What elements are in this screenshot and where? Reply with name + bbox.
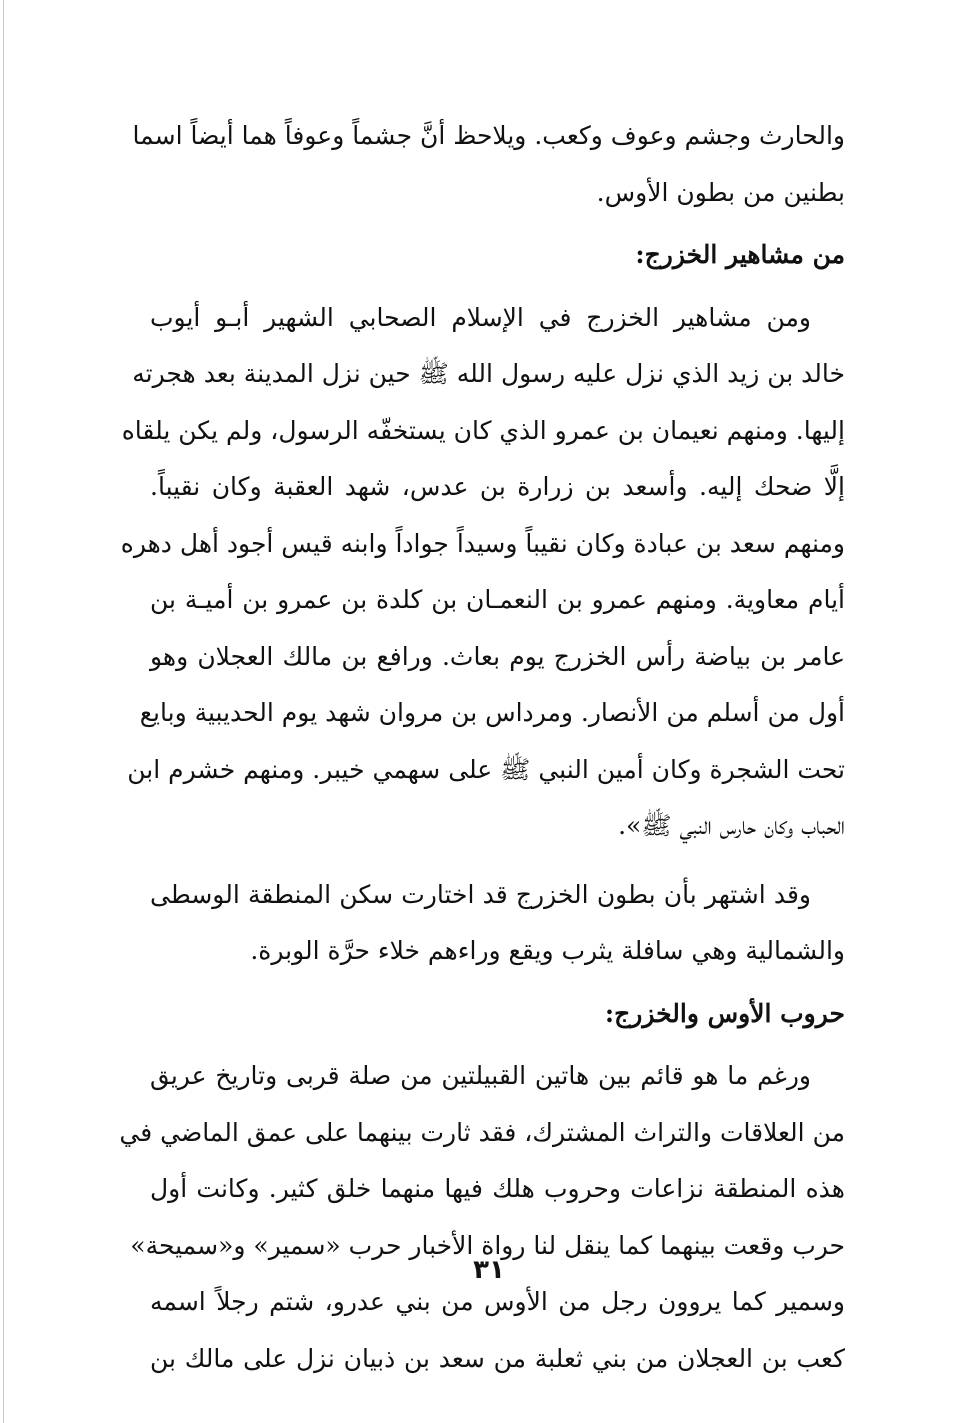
text-line: الحباب وكان حارس النبي ﷺ». — [618, 811, 845, 840]
text-line: أيام معاوية. ومنهم عمرو بن النعمـان بن كلدة بن عمرو بن أميـة بن — [150, 585, 845, 614]
text-line: حرب وقعت بينهما كما ينقل لنا رواة الأخبار حرب «سمير» و«سميحة» — [130, 1230, 845, 1260]
page-edge-line — [3, 0, 4, 1423]
text-line: تحت الشجرة وكان أمين النبي ﷺ على سهمي خيبر. ومنهم خشرم ابن — [127, 754, 845, 784]
page-number: ٣١ — [473, 1255, 505, 1285]
text-line: والشمالية وهي سافلة يثرب ويقع وراءهم خلاء حرَّة الوبرة. — [250, 936, 845, 965]
text-line: وسمير كما يروون رجل من الأوس من بني عدرو، شتم رجلاً اسمه — [150, 1287, 845, 1316]
text-line: إليها. ومنهم نعيمان بن عمرو الذي كان يستخفّه الرسول، ولم يكن يلقاه — [121, 415, 845, 445]
section-heading-aws-khazraj-wars: حروب الأوس والخزرج: — [604, 998, 845, 1028]
text-line: أول من أسلم من الأنصار. ومرداس بن مروان شهد يوم الحديبية وبايع — [139, 698, 845, 727]
text-line: والحارث وجشم وعوف وكعب. ويلاحظ أنَّ جشماً وعوفاً هما أيضاً اسما — [132, 121, 845, 150]
text-line: هذه المنطقة نزاعات وحروب هلك فيها منهما خلق كثير. وكانت أول — [150, 1174, 845, 1203]
paragraph-4 — [119, 1048, 845, 1387]
text-line: إلَّا ضحك إليه. وأسعد بن زرارة بن عدس، شهد العقبة وكان نقيباً. — [150, 472, 845, 501]
section-heading-famous-khazraj: من مشاهير الخزرج: — [635, 240, 845, 269]
text-line: ومن مشاهير الخزرج في الإسلام الصحابي الشهير أبـو أيوب — [150, 302, 811, 332]
text-line: بطنين من بطون الأوس. — [596, 177, 845, 207]
text-line: وقد اشتهر بأن بطون الخزرج قد اختارت سكن المنطقة الوسطى — [150, 879, 811, 909]
text-line: كعب بن العجلان من بني ثعلبة من سعد بن ذبيان نزل على مالك بن — [150, 1343, 845, 1373]
paragraph-2 — [120, 290, 845, 855]
paragraph-1 — [132, 108, 845, 221]
text-line: من العلاقات والتراث المشترك، فقد ثارت بينهما على عمق الماضي في — [119, 1117, 845, 1147]
text-line: ورغم ما هو قائم بين هاتين القبيلتين من صلة قربى وتاريخ عريق — [150, 1061, 811, 1090]
book-page — [119, 108, 845, 1387]
text-line: خالد بن زيد الذي نزل عليه رسول الله ﷺ حين نزل المدينة بعد هجرته — [132, 359, 845, 388]
text-line: ومنهم سعد بن عبادة وكان نقيباً وسيداً جواداً وابنه قيس أجود أهل دهره — [120, 528, 845, 558]
text-line: عامر بن بياضة رأس الخزرج يوم بعاث. ورافع بن مالك العجلان وهو — [150, 641, 845, 671]
paragraph-3 — [150, 867, 845, 980]
